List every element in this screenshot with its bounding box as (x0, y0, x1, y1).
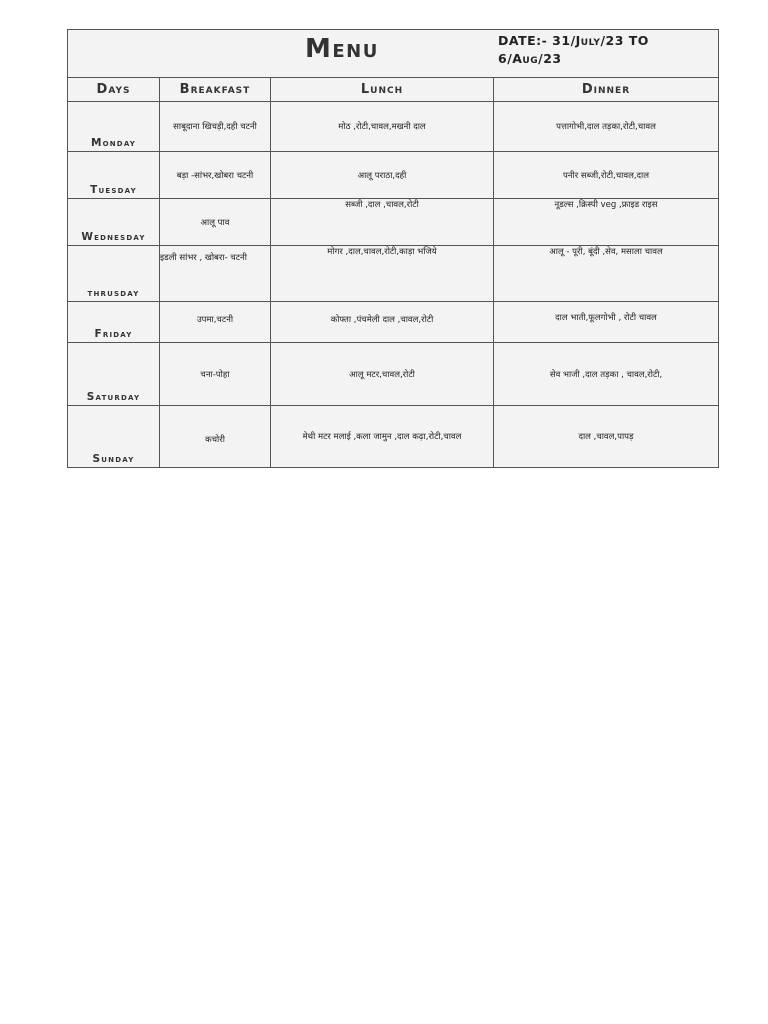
day-cell (68, 152, 160, 199)
dinner-cell: आलू - पूरी, बूंदी ,सेव, मसाला चावल (494, 246, 719, 302)
column-header-lunch: Lunch (271, 78, 494, 102)
table-row (68, 302, 719, 343)
table-row (68, 152, 719, 199)
column-header-row (68, 78, 719, 102)
title-row (68, 30, 719, 78)
lunch-cell: आलू पराठा,दही (271, 152, 494, 199)
menu-title: Menu (305, 34, 379, 64)
table-row (68, 246, 719, 302)
lunch-cell: कोफ्ता ,पंचमेली दाल ,चावल,रोटी (271, 302, 494, 343)
day-name: Monday (90, 137, 137, 149)
breakfast-cell: कचोरी (160, 406, 271, 468)
day-name: Tuesday (90, 184, 137, 196)
table-row (68, 343, 719, 406)
day-name: Wednesday (81, 231, 146, 243)
title-cell (68, 30, 719, 78)
table-row (68, 102, 719, 152)
day-cell (68, 406, 160, 468)
dinner-cell: पत्तागोभी,दाल तड़का,रोटी,चावल (494, 102, 719, 152)
breakfast-cell: बड़ा -सांभर,खोबरा चटनी (160, 152, 271, 199)
dinner-cell: पनीर सब्जी,रोटी,चावल,दाल (494, 152, 719, 199)
day-cell (68, 102, 160, 152)
dinner-cell: सेव भाजी ,दाल तड़का , चावल,रोटी, (494, 343, 719, 406)
day-cell (68, 343, 160, 406)
dinner-cell: दाल भाती,फूलगोभी , रोटी चावल (494, 302, 719, 343)
day-name: thrusday (87, 287, 140, 299)
day-cell (68, 199, 160, 246)
day-name: Saturday (86, 391, 141, 403)
day-name: Sunday (92, 453, 135, 465)
lunch-cell: सब्जी ,दाल ,चावल,रोटी (271, 199, 494, 246)
lunch-cell: मोठ ,रोटी,चावल,मखनी दाल (271, 102, 494, 152)
breakfast-cell: चना-पोहा (160, 343, 271, 406)
breakfast-cell: साबूदाना खिचड़ी,दही चटनी (160, 102, 271, 152)
dinner-cell: नूडल्स ,क्रिस्पी veg ,फ्राइड राइस (494, 199, 719, 246)
breakfast-cell: आलू पाव (160, 199, 271, 246)
breakfast-cell: उपमा,चटनी (160, 302, 271, 343)
column-header-days: Days (68, 78, 160, 102)
day-cell (68, 246, 160, 302)
lunch-cell: मोगर ,दाल,चावल,रोटी,काड़ा भजिये (271, 246, 494, 302)
column-header-dinner: Dinner (494, 78, 719, 102)
lunch-cell: मेथी मटर मलाई ,कला जामुन ,दाल कढ़ा,रोटी,चावल (271, 406, 494, 468)
day-cell (68, 302, 160, 343)
column-header-breakfast: Breakfast (160, 78, 271, 102)
breakfast-cell: इडली सांभर , खोबरा- चटनी (160, 246, 271, 302)
date-range: DATE:- 31/July/23 TO 6/Aug/23 (498, 33, 649, 66)
menu-table (67, 29, 719, 468)
day-name: Friday (94, 328, 133, 340)
lunch-cell: आलू मटर,चावल,रोटी (271, 343, 494, 406)
table-row (68, 406, 719, 468)
dinner-cell: दाल ,चावल,पापड़ (494, 406, 719, 468)
table-row (68, 199, 719, 246)
